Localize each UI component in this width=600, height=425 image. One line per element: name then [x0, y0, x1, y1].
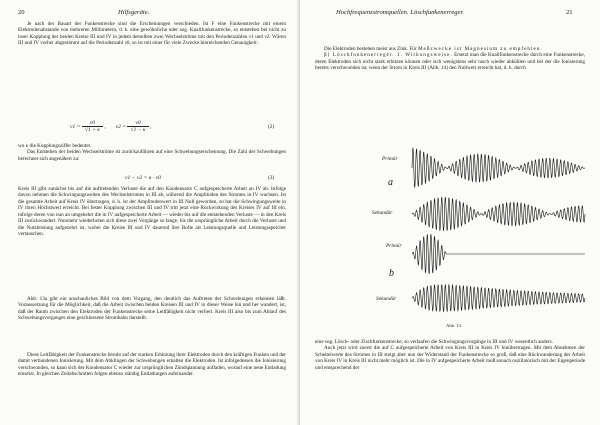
paragraph-4: Abb. 13a gibt ein anschauliches Bild von dem Vorgang, den deutlich das Auftreten der Schwebungen erkennen läßt. Voraussetzung für die Möglichkeit, daß die Arbeit zwischen beiden Kreisen III und IV in dieser Weise hin und her wandert, ist, daß der Raum zwischen den Elektroden der Funkenstrecke seine Leitfähigkeit nicht verliert. Kreis III also bis zum Ablauf des Schwebungsvorganges eine geschlossene Strombahn darstellt.: [18, 296, 286, 322]
figure-13a-secondary-wave: [412, 197, 585, 230]
formula-2-number: (2): [268, 124, 275, 130]
paragraph-5: Diese Leitfähigkeit der Funkenstrecke beruht auf der starken Erhitzung ihrer Elektroden durch den kräftigen Funken und der damit verbundenen Ionisierung. Mit dem Abklingen der Schwebungen erkalten die Elektroden. Ist infolgedessen die Ionisierung verschwunden, so kann sich der Kondensator C wieder zur ursprünglichen Zündspannung aufladen, worauf eine neue Entladung einsetzt. In gleichen Zeitabschnitten folgen ebenso ständig Entladungen aufeinander.: [18, 352, 286, 378]
label-primary-b: Primär: [386, 243, 402, 249]
page-number-right: 21: [566, 9, 573, 16]
formula-3: ν1 − ν2 = κ · ν0: [125, 175, 161, 181]
label-primary-a: Primär: [382, 156, 398, 162]
paragraph-loeschfunken: eine sog. Lösch- oder Zischfunkenstrecke, so verlaufen die Schwingungsvorgänge in III und IV wesentlich anders. Auch jetzt wird zuerst die auf C aufgespeicherte Arbeit von Kreis III in Kreis IV hinübertragen. Mit dem Abnehmen der Scheitelwerte des Stromes in III steigt aber nun der Widerstand der Funkenstrecke so groß, daß eine Rückwanderung der Arbeit von Kreis IV in Kreis III nicht mehr möglich ist. Die in IV aufgespeicherte Arbeit muß sonach oszillatorisch mit der Eigenperiode und entsprechend der: [315, 339, 585, 371]
label-b: b: [389, 268, 394, 279]
figure-13b-secondary-wave: [412, 285, 585, 312]
running-head-left: Hilfsgeräte.: [118, 9, 150, 16]
figure-13a-primary-wave: [412, 148, 585, 187]
paragraph-1: Je nach der Bauart der Funkenstrecke sind die Erscheinungen verschieden. Ist F eine Funkenstrecke mit einem Elektrodenabstande von mehreren Millimetern, d. h. eine gewöhnliche oder sog. Knallfunkenstrecke, so entstehen bei nicht zu loser Kopplung der beiden Kreise III und IV in jedem derselben zwei Wechselströme mit den Periodenzahlen ν1 und ν2. Wären III und IV vorher abgestimmt auf die Periodenzahl ν0, so ist mit einer für viele Zwecke hinreichenden Genauigkeit:: [18, 21, 286, 47]
figure-caption: Abb. 13.: [446, 323, 462, 328]
label-secondary-a: Sekundär: [372, 210, 393, 216]
figure-13b-primary-wave: [412, 234, 585, 274]
formula-3-number: (3): [268, 175, 275, 181]
paragraph-2: wo κ die Kopplungsziffer bedeutet. Das Entstehen der beiden Wechselströme ist zurückzuführen auf eine Schwebungserscheinung. Die Zahl der Schwebungen berechnet sich angenähert zu:: [18, 143, 286, 162]
paragraph-3: Kreis III gibt zunächst bis auf die auftretenden Verluste die auf den Kondensator C aufgespeicherte Arbeit an IV ab. Infolge davon nehmen die Schwingungsweiten des Wechselstromes in III ab, während die Amplituden des Stromes in IV wachsen. Ist die gesamte Arbeit auf Kreis IV übertragen, d. h. ist der Amplitudenwert in III Null geworden, so hat die Schwingungsweite in IV ihren Höchstwert erreicht. Bei fester Kopplung zwischen III und IV tritt jetzt eine Rückwirkung des Kreises IV auf III ein, infolge deren von nun an umgekehrt die in IV aufgespeicherte Arbeit — wieder bis auf die entstehenden Verluste — in den Kreis III zurückwandert. Nunmehr wiederholen sich diese zwei Vorgänge so lange, bis die ursprüngliche Arbeit durch die Verluste und die Nutzleistung aufgezehrt ist, wobei die Kreise III und IV dauernd ihre Rolle als Leistungsquelle und Leistungsspeicher vertauschen.: [18, 186, 286, 238]
label-secondary-b: Sekundär: [376, 296, 397, 302]
figure-13: [300, 130, 600, 330]
running-head-right: Hochfrequenzstromquellen. Löschfunkenerreger.: [336, 9, 465, 16]
right-page: [300, 0, 600, 425]
page-number-left: 20: [18, 9, 25, 16]
paragraph-electrodes: Die Elektroden bestehen meist aus Zink. Für Meßzwecke ist Magnesium zu empfehlen. β) Löschfunkenerreger. 1. Wirkungsweise. Ersetzt man die Knallfunkenstrecke durch eine Funkenstrecke, deren Elektroden sich nicht stark erhitzen können oder sich wenigstens sehr rasch wieder abkühlen und bei der die Ionisierung bereits verschwunden ist, wenn der Strom in Kreis III (Abb. 14) den Nullwert erreicht hat, d. h. durch: [315, 46, 585, 72]
formula-2: ν1 = $\frac{\nu 0}{√1 + \kappa}$ , ν2 = $\frac{\nu 0}{√1 - \kappa}$ ,: [70, 120, 152, 133]
label-a: a: [388, 177, 393, 188]
